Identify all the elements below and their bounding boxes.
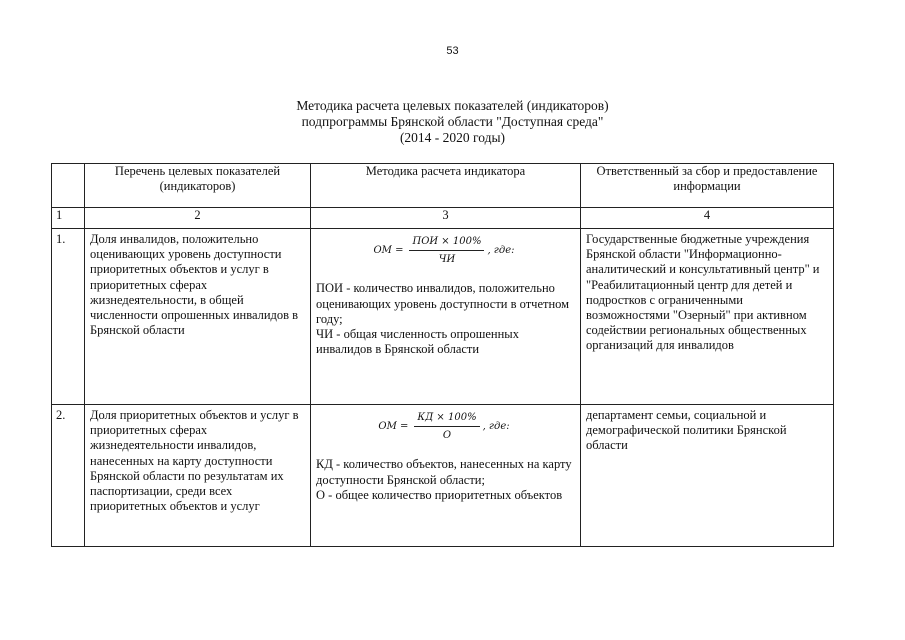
- method-definition: О - общее количество приоритетных объектов: [316, 487, 563, 502]
- header-cell-responsible: Ответственный за сбор и предоставление информации: [581, 164, 834, 208]
- header-cell-method: Методика расчета индикатора: [311, 164, 581, 208]
- indicator-text: Доля приоритетных объектов и услуг в приоритетных сферах жизнедеятельности инвалидов, нанесенных на карту доступности Брянской области по результатам их паспортизации, среди всех приоритетных объектов и услуг: [90, 408, 299, 514]
- title-line-1: Методика расчета целевых показателей (индикаторов): [296, 98, 609, 113]
- row-number: 1.: [52, 229, 85, 405]
- responsible-cell: [581, 229, 834, 405]
- indicator-cell: [85, 229, 311, 405]
- formula-lhs: ОМ =: [378, 421, 409, 433]
- formula: [316, 234, 572, 267]
- method-definition: ПОИ - количество инвалидов, положительно оценивающих уровень доступности в отчетном году;: [316, 281, 570, 326]
- indicators-table: [51, 163, 834, 547]
- row-number: 2.: [52, 405, 85, 547]
- method-definition: КД - количество объектов, нанесенных на карту доступности Брянской области;: [316, 457, 572, 487]
- title-line-2: подпрограммы Брянской области "Доступная среда": [301, 114, 604, 129]
- column-number-row: [52, 208, 834, 229]
- header-cell-indicators: Перечень целевых показателей (индикаторов): [85, 164, 311, 208]
- table-header-row: [52, 164, 834, 208]
- formula-numerator: ПОИ × 100%: [409, 234, 484, 251]
- formula: [316, 410, 572, 443]
- formula-fraction: [409, 234, 484, 267]
- table-row: [52, 405, 834, 547]
- method-definition: ЧИ - общая численность опрошенных инвалидов в Брянской области: [316, 327, 519, 357]
- responsible-text: Государственные бюджетные учреждения Брянской области "Информационно- аналитический и консультативный центр" и "Реабилитационный центр для детей и подростков с ограниченными возможностями "Озерный" при активном содействии региональных общественных организаций для инвалидов: [586, 232, 820, 353]
- indicator-text: Доля инвалидов, положительно оценивающих уровень доступности приоритетных объектов и услуг в приоритетных сферах жизнедеятельности, в общей численности опрошенных инвалидов в Брянской области: [90, 232, 299, 338]
- document-title: [0, 98, 905, 146]
- column-number-cell: 3: [311, 208, 581, 229]
- formula-suffix: , где:: [487, 245, 515, 257]
- formula-lhs: ОМ =: [373, 245, 404, 257]
- title-line-3: (2014 - 2020 годы): [399, 130, 506, 145]
- method-cell: [311, 405, 581, 547]
- method-cell: [311, 229, 581, 405]
- column-number-cell: 2: [85, 208, 311, 229]
- formula-denominator: ЧИ: [438, 254, 456, 266]
- header-cell-empty: [52, 164, 85, 208]
- formula-fraction: [414, 410, 479, 443]
- formula-numerator: КД × 100%: [414, 410, 479, 427]
- indicator-cell: [85, 405, 311, 547]
- formula-denominator: О: [442, 430, 452, 442]
- responsible-cell: [581, 405, 834, 547]
- formula-suffix: , где:: [482, 421, 510, 433]
- table-row: [52, 229, 834, 405]
- responsible-text: департамент семьи, социальной и демографической политики Брянской области: [586, 408, 787, 453]
- column-number-cell: 4: [581, 208, 834, 229]
- column-number-cell: 1: [52, 208, 85, 229]
- page-number: 53: [446, 45, 459, 57]
